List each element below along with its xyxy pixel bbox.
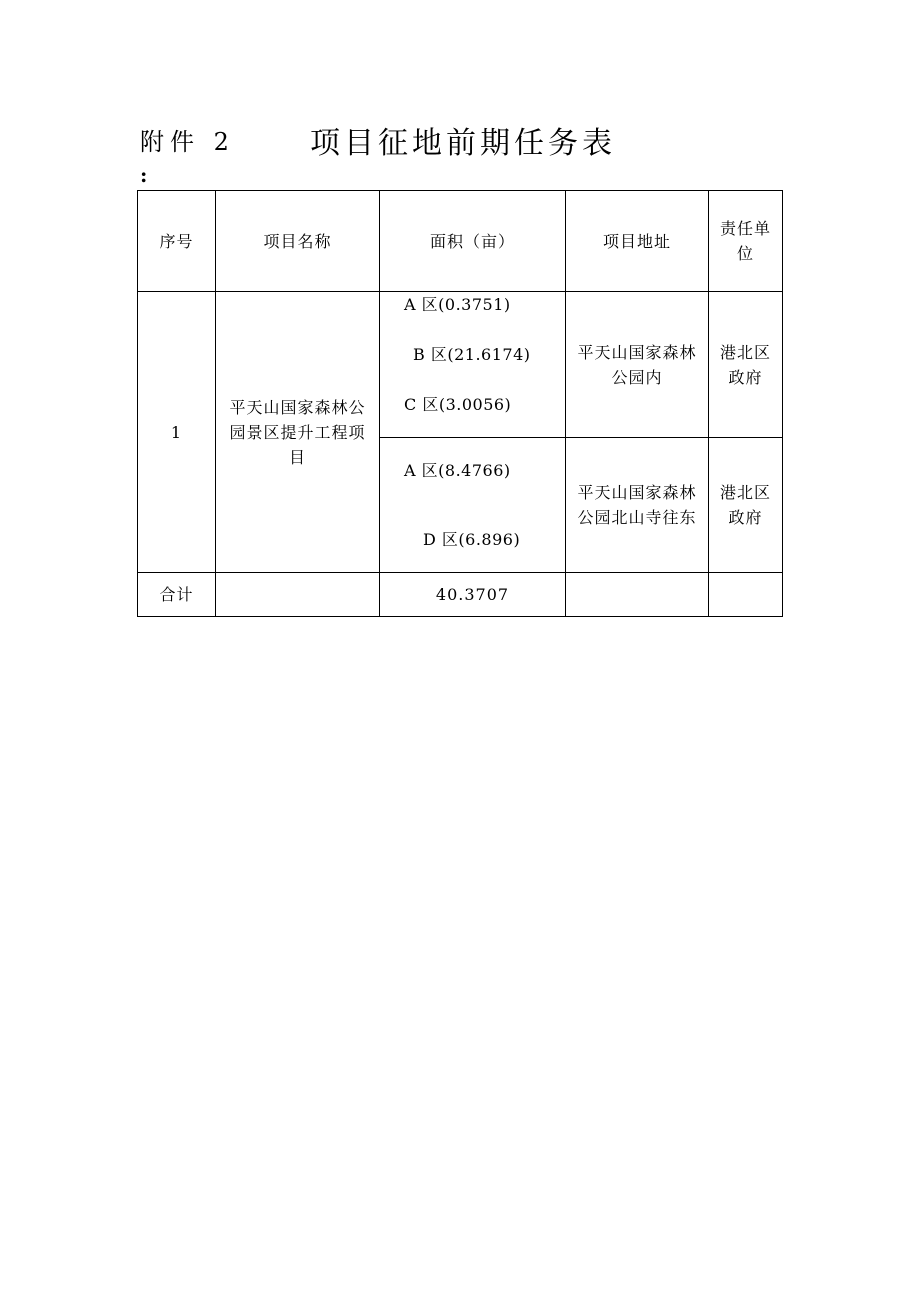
row-address-group-2: 平天山国家森林公园北山寺往东 <box>566 438 709 573</box>
row-project-name: 平天山国家森林公园景区提升工程项目 <box>216 292 380 573</box>
total-address <box>566 573 709 617</box>
header-project-name: 项目名称 <box>216 191 380 292</box>
area-item: B 区(21.6174) <box>413 345 531 364</box>
header-index: 序号 <box>138 191 216 292</box>
total-area: 40.3707 <box>380 573 566 617</box>
area-item: C 区(3.0056) <box>404 395 512 414</box>
row-index: 1 <box>138 292 216 573</box>
table-header-row <box>138 191 783 292</box>
attachment-label: 附件 2 <box>140 128 235 156</box>
task-table <box>137 190 783 617</box>
area-item: A 区(0.3751) <box>404 295 511 314</box>
header-area: 面积（亩） <box>380 191 566 292</box>
total-row <box>138 573 783 617</box>
table-row <box>138 292 783 438</box>
header-address: 项目地址 <box>566 191 709 292</box>
header-unit: 责任单位 <box>709 191 783 292</box>
total-label: 合计 <box>138 573 216 617</box>
document-title: 项目征地前期任务表 <box>310 126 616 161</box>
row-area-group-2 <box>380 438 566 573</box>
row-unit-group-1: 港北区政府 <box>709 292 783 438</box>
area-item: A 区(8.4766) <box>404 461 511 480</box>
row-address-group-1: 平天山国家森林公园内 <box>566 292 709 438</box>
row-area-group-1 <box>380 292 566 438</box>
total-unit <box>709 573 783 617</box>
total-project-name <box>216 573 380 617</box>
area-item: D 区(6.896) <box>423 530 521 549</box>
row-unit-group-2: 港北区政府 <box>709 438 783 573</box>
colon-mark: : <box>140 163 148 187</box>
